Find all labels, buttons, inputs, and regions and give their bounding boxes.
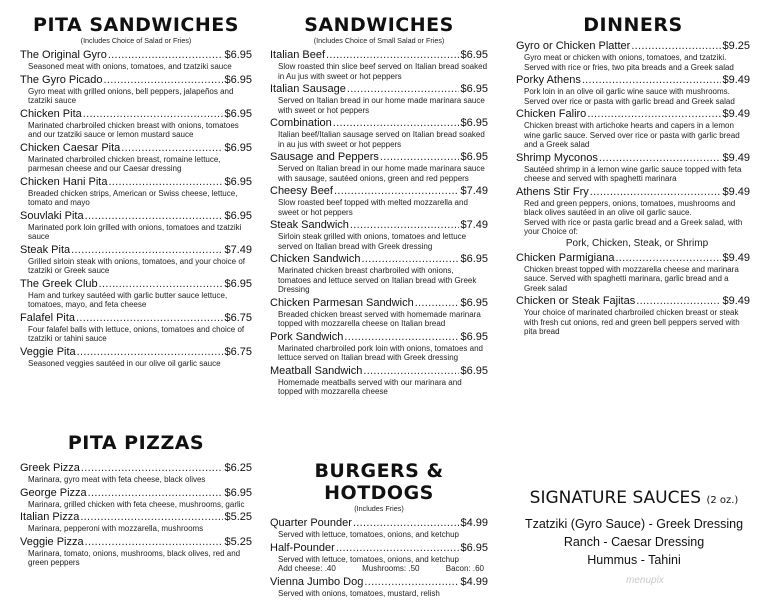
dot-leader xyxy=(108,176,223,189)
menu-item-description: Served on Italian bread in our home made marinara sauce with sausage, sautéed onions, green and red peppers xyxy=(278,164,485,183)
menu-item-name: Steak Sandwich xyxy=(270,219,349,231)
menu-item-price: $6.95 xyxy=(224,277,252,290)
menu-item-row xyxy=(270,517,488,530)
menu-item-row xyxy=(516,108,750,121)
dot-leader xyxy=(121,142,223,155)
menu-item-row xyxy=(516,186,750,199)
sandwiches-note: (Includes Choice of Small Salad or Fries) xyxy=(313,36,445,45)
menu-item-row xyxy=(20,210,252,223)
menu-item-description: Sautéed shrimp in a lemon wine garlic sauce topped with feta cheese and served with spaghetti marinara xyxy=(524,164,742,183)
menu-item-row xyxy=(516,295,750,308)
menu-item-name: Meatball Sandwich xyxy=(270,364,363,377)
menu-item xyxy=(20,346,252,369)
menu-item-name: Quarter Pounder xyxy=(270,517,352,529)
menu-item-row xyxy=(516,252,750,265)
menu-item-price: $6.95 xyxy=(224,73,252,86)
menu-item-row xyxy=(270,219,488,232)
menu-item-description: Homemade meatballs served with our marinara and topped with mozzarella cheese xyxy=(278,377,462,396)
menu-item-price: $6.95 xyxy=(224,49,252,61)
addon-bacon: Bacon: .60 xyxy=(445,564,484,573)
menu-item-price: $9.49 xyxy=(722,185,750,198)
dot-leader xyxy=(344,331,459,344)
signature-sauces-size: (2 oz.) xyxy=(706,495,739,506)
menu-item xyxy=(20,462,252,485)
menu-item-price: $6.95 xyxy=(460,49,488,61)
menu-item-price: $6.95 xyxy=(460,296,488,309)
menu-item-row xyxy=(20,176,252,189)
menu-item-description: Served on Italian bread in our home made marinara sauce with sweet or hot peppers xyxy=(278,96,485,115)
menu-item xyxy=(20,74,252,106)
dot-leader xyxy=(582,74,722,87)
menu-item-row xyxy=(516,152,750,165)
menu-item-description: Marinara, tomato, onions, mushrooms, black olives, red and green peppers xyxy=(28,548,241,567)
menu-item-name: Italian Beef xyxy=(270,49,326,61)
menu-item-description: Served with onions, tomatoes, mustard, relish xyxy=(278,588,440,598)
dot-leader xyxy=(336,542,460,555)
menu-item-description: Gyro meat or chicken with onions, tomatoes, and tzatziki. Served with rice or fries, two pita breads and a Greek salad xyxy=(524,53,734,72)
menu-item-name: George Pizza xyxy=(20,486,87,499)
menu-item-name: Souvlaki Pita xyxy=(20,209,84,222)
menu-item xyxy=(270,542,488,574)
menu-item-description: Marinated charbroiled chicken breast, romaine lettuce, parmesan cheese and our Caesar dressing xyxy=(28,154,221,173)
menu-item-description: Ham and turkey sautéed with garlic butter sauce lettuce, tomatoes, mayo, and feta cheese xyxy=(28,290,228,309)
menu-item-row xyxy=(516,74,750,87)
dot-leader xyxy=(636,295,721,308)
menu-item-name: Sausage and Peppers xyxy=(270,151,379,163)
menu-item-price: $4.99 xyxy=(460,575,488,588)
menu-item-description: Seasoned meat with onions, tomatoes, and tzatziki sauce xyxy=(28,62,232,71)
pita-pizzas-list xyxy=(20,462,252,568)
menu-item-row xyxy=(270,365,488,378)
menu-item-price: $9.49 xyxy=(722,74,750,86)
menu-item-description: Chicken breast with artichoke hearts and capers in a lemon wine garlic sauce. Served over rice or pasta with garlic bread and a Greek salad xyxy=(524,121,740,149)
menu-item-name: Half-Pounder xyxy=(270,541,335,554)
menu-item-price: $6.25 xyxy=(224,462,252,474)
menu-item-name: Greek Pizza xyxy=(20,462,80,474)
menu-item xyxy=(20,244,252,276)
menu-item xyxy=(270,219,488,251)
menu-item-description: Slow roasted thin slice beef served on Italian bread soaked in Au jus with sweet or hot peppers xyxy=(278,62,488,81)
menu-item-price: $6.75 xyxy=(224,311,252,324)
menu-item xyxy=(20,49,252,72)
dot-leader xyxy=(363,365,459,378)
dot-leader xyxy=(81,462,224,475)
menu-item xyxy=(20,487,252,510)
menu-item-row xyxy=(270,297,488,310)
menu-item-description: Breaded chicken breast served with homemade marinara topped with mozzarella cheese on Italian bread xyxy=(278,309,481,328)
menu-item-price: $9.49 xyxy=(722,151,750,164)
menu-item-row xyxy=(20,536,252,549)
menu-item-description: Served with lettuce, tomatoes, onions, and ketchup xyxy=(278,554,459,564)
menu-item-name: Falafel Pita xyxy=(20,311,76,324)
menu-item-name: Pork Sandwich xyxy=(270,330,344,343)
menu-item-name: The Greek Club xyxy=(20,277,98,290)
menu-item-name: Steak Pita xyxy=(20,243,71,256)
menu-item-price: $6.95 xyxy=(460,330,488,343)
dot-leader xyxy=(333,117,460,130)
menu-item-row xyxy=(20,346,252,359)
burgers-note: (Includes Fries) xyxy=(354,504,404,513)
menu-item-row xyxy=(516,40,750,53)
sandwiches-list xyxy=(270,49,488,397)
dot-leader xyxy=(108,49,224,62)
dinners-list xyxy=(516,40,750,337)
sandwiches-title: SANDWICHES xyxy=(304,14,454,36)
menu-item-price: $6.75 xyxy=(224,345,252,358)
menu-item xyxy=(270,151,488,183)
menu-item-price: $6.95 xyxy=(224,107,252,120)
menu-item-name: Veggie Pizza xyxy=(20,535,84,548)
menu-item-price: $7.49 xyxy=(460,185,488,197)
menu-item xyxy=(270,49,488,81)
menu-item-name: Italian Pizza xyxy=(20,511,80,523)
menu-item-row xyxy=(20,487,252,500)
menu-item-row xyxy=(20,244,252,257)
menu-item-description: Marinated chicken breast charbroiled with onions, tomatoes and lettuce served on Italian bread with Greek Dressing xyxy=(278,266,477,294)
dot-leader xyxy=(415,297,460,310)
menu-item xyxy=(20,142,252,174)
menu-item-price: $5.25 xyxy=(224,511,252,523)
menu-item-description: Marinated pork loin grilled with onions, tomatoes and tzatziki sauce xyxy=(28,222,242,241)
menu-item xyxy=(270,517,488,540)
menu-item-price: $6.95 xyxy=(224,486,252,499)
menu-item-row xyxy=(270,185,488,198)
dot-leader xyxy=(364,576,459,589)
sauce-line-1: Tzatziki (Gyro Sauce) - Greek Dressing xyxy=(524,517,744,531)
menu-item xyxy=(20,312,252,344)
dinners-title: DINNERS xyxy=(583,14,683,36)
menu-item xyxy=(516,108,750,150)
dot-leader xyxy=(380,151,460,164)
pita-sandwiches-list xyxy=(20,49,252,368)
menu-item-name: Vienna Jumbo Dog xyxy=(270,575,364,588)
addon-cheese: Add cheese: .40 xyxy=(278,564,336,573)
menu-item-row xyxy=(20,142,252,155)
dot-leader xyxy=(77,346,224,359)
menu-item-name: Shrimp Myconos xyxy=(516,151,598,164)
menu-item-name: Chicken Caesar Pita xyxy=(20,141,121,154)
menu-item-price: $6.95 xyxy=(460,253,488,265)
menu-item-description: Four falafel balls with lettuce, onions, tomatoes and choice of tzatziki or tahini sauce xyxy=(28,324,245,343)
dot-leader xyxy=(83,108,224,121)
menu-item-name: Veggie Pita xyxy=(20,345,76,358)
sauce-line-2: Ranch - Caesar Dressing xyxy=(563,535,705,549)
burgers-list xyxy=(270,517,488,598)
menu-item-price: $7.49 xyxy=(224,243,252,256)
column-dinners xyxy=(516,0,750,339)
menu-item xyxy=(516,152,750,184)
pita-sandwiches-title: PITA SANDWICHES xyxy=(33,14,239,36)
menu-item-description: Red and green peppers, onions, tomatoes, mushrooms and black olives sautéed in an olive oil garlic sauce. xyxy=(524,198,736,217)
dot-leader xyxy=(334,185,459,198)
menu-item-price: $6.95 xyxy=(460,364,488,377)
menu-item xyxy=(20,210,252,242)
menu-item-name: Chicken or Steak Fajitas xyxy=(516,295,636,307)
menu-item-row xyxy=(20,511,252,524)
menu-item-name: Chicken Hani Pita xyxy=(20,175,108,188)
menu-item-row xyxy=(270,117,488,130)
menu-item-row xyxy=(20,462,252,475)
menu-item-name: The Original Gyro xyxy=(20,49,107,61)
menu-item-price: $9.49 xyxy=(722,295,750,307)
menu-item xyxy=(516,74,750,106)
menu-item xyxy=(270,185,488,217)
menu-item-description: Served with lettuce, tomatoes, onions, and ketchup xyxy=(278,530,459,539)
menu-item xyxy=(270,297,488,329)
menu-item-description: Your choice of marinated charbroiled chicken breast or steak with fresh cut onions, red and green bell peppers served with pita bread xyxy=(524,308,740,336)
menu-item-description: Marinara, grilled chicken with feta cheese, mushrooms, garlic xyxy=(28,499,245,509)
menu-item-name: The Gyro Picado xyxy=(20,73,103,86)
menu-item xyxy=(270,331,488,363)
menu-item-price: $6.95 xyxy=(460,541,488,554)
dot-leader xyxy=(104,74,224,87)
menu-item xyxy=(270,83,488,115)
menu-item-name: Chicken Pita xyxy=(20,107,82,120)
dot-leader xyxy=(599,152,722,165)
menu-item-name: Combination xyxy=(270,117,332,129)
menu-item-price: $9.25 xyxy=(722,40,750,52)
menu-item-description: Gyro meat with grilled onions, bell peppers, jalapeños and tzatziki sauce xyxy=(28,86,234,105)
menu-item xyxy=(270,253,488,295)
menu-item xyxy=(270,117,488,149)
dot-leader xyxy=(80,511,223,524)
menu-item-price: $4.99 xyxy=(460,517,488,529)
menu-item-price: $6.95 xyxy=(224,141,252,154)
dot-leader xyxy=(71,244,223,257)
menu-item-description: Served with rice or pasta garlic bread and a Greek salad, with your Choice of: xyxy=(524,217,743,236)
dot-leader xyxy=(76,312,223,325)
menu-item-row xyxy=(270,83,488,96)
menu-item-price: $6.95 xyxy=(460,83,488,95)
dot-leader xyxy=(85,210,224,223)
menu-item-row xyxy=(270,151,488,164)
menu-item-name: Porky Athens xyxy=(516,74,581,86)
menu-item-description: Chicken breast topped with mozzarella cheese and marinara sauce. Served with spaghetti marinara, garlic bread and a Greek salad xyxy=(524,264,739,293)
pita-pizzas-title: PITA PIZZAS xyxy=(67,432,205,454)
menu-item xyxy=(20,176,252,208)
dot-leader xyxy=(615,252,721,265)
menu-item xyxy=(516,295,750,337)
dot-leader xyxy=(362,253,460,266)
menu-item-price: $6.95 xyxy=(460,151,488,163)
menu-item-description: Pork loin in an olive oil garlic wine sauce with mushrooms. Served over rice or pasta with garlic bread and Greek salad xyxy=(524,87,735,106)
menu-item-description: Marinated charbroiled chicken breast with onions, tomatoes and our tzatziki sauce or lemon mustard sauce xyxy=(28,120,239,139)
menu-item-name: Chicken Parmesan Sandwich xyxy=(270,296,414,309)
menu-item-row xyxy=(20,49,252,62)
menu-item-row xyxy=(20,74,252,87)
menu-item-choices: Pork, Chicken, Steak, or Shrimp xyxy=(565,237,709,249)
menu-item xyxy=(516,252,750,294)
sauce-line-3: Hummus - Tahini xyxy=(587,553,681,567)
burgers-title: BURGERS & HOTDOGS xyxy=(314,460,444,504)
menu-item-description: Marinated charbroiled pork loin with onions, tomatoes and lettuce served on Italian bread with Greek dressing xyxy=(278,343,484,362)
dot-leader xyxy=(631,40,721,53)
menu-item xyxy=(516,40,750,72)
dot-leader xyxy=(350,219,460,232)
dot-leader xyxy=(88,487,224,500)
menu-item-name: Chicken Sandwich xyxy=(270,253,361,265)
menu-item-name: Chicken Faliro xyxy=(516,108,587,120)
dot-leader xyxy=(85,536,224,549)
addon-prices xyxy=(270,564,488,574)
menu-item xyxy=(20,536,252,568)
menu-item-description: Italian beef/Italian sausage served on Italian bread soaked in au jus with sweet or hot peppers xyxy=(278,130,485,149)
dot-leader xyxy=(99,278,224,291)
menu-item-price: $9.49 xyxy=(722,108,750,120)
menu-item-name: Cheesy Beef xyxy=(270,185,333,197)
menu-item-description: Seasoned veggies sautéed in our olive oil garlic sauce xyxy=(28,358,221,368)
menu-item-price: $6.95 xyxy=(224,209,252,222)
menu-item-description: Grilled sirloin steak with onions, tomatoes, and your choice of tzatziki or Greek sauce xyxy=(28,256,245,275)
dot-leader xyxy=(326,49,459,62)
dot-leader xyxy=(347,83,460,96)
menu-item-row xyxy=(20,278,252,291)
menu-item-row xyxy=(20,108,252,121)
menu-item-price: $6.95 xyxy=(224,175,252,188)
menu-item-description: Breaded chicken strips, American or Swiss cheese, lettuce, tomato and mayo xyxy=(28,188,238,207)
menu-item-row xyxy=(270,331,488,344)
dot-leader xyxy=(587,108,721,121)
menu-item-row xyxy=(270,49,488,62)
addon-mushrooms: Mushrooms: .50 xyxy=(362,564,420,573)
menu-item-description: Sirloin steak grilled with onions, tomatoes and lettuce served on Italian bread with Greek dressing xyxy=(278,232,467,251)
column-sandwiches xyxy=(270,0,488,598)
menu-item-price: $7.49 xyxy=(460,219,488,231)
menu-item xyxy=(20,511,252,534)
signature-sauces-heading: SIGNATURE SAUCES xyxy=(529,488,702,508)
menu-item xyxy=(270,365,488,397)
pita-sandwiches-note: (Includes Choice of Salad or Fries) xyxy=(80,36,192,45)
signature-sauces-title xyxy=(518,488,750,508)
menu-item-price: $9.49 xyxy=(722,251,750,264)
menu-item xyxy=(270,576,488,599)
menu-item-name: Athens Stir Fry xyxy=(516,185,589,198)
column-pita xyxy=(20,0,252,567)
menu-item-description: Marinara, pepperoni with mozzarella, mushrooms xyxy=(28,524,204,533)
dot-leader xyxy=(590,186,722,199)
menu-item-row xyxy=(270,253,488,266)
dot-leader xyxy=(353,517,460,530)
menu-item-row xyxy=(270,576,488,589)
menu-item-row xyxy=(20,312,252,325)
menu-item-description: Slow roasted beef topped with melted mozzarella and sweet or hot peppers xyxy=(278,198,468,217)
menu-item xyxy=(20,108,252,140)
menu-item-name: Chicken Parmigiana xyxy=(516,251,615,264)
menu-item-name: Gyro or Chicken Platter xyxy=(516,40,631,52)
menu-item-price: $5.25 xyxy=(224,535,252,548)
menu-item-price: $6.95 xyxy=(460,117,488,129)
menu-item xyxy=(20,278,252,310)
menu-item-name: Italian Sausage xyxy=(270,83,346,95)
menu-item-description: Marinara, gyro meat with feta cheese, black olives xyxy=(28,475,206,484)
watermark: menupix xyxy=(626,575,664,586)
menu-item-row xyxy=(270,542,488,555)
menu-item xyxy=(516,186,750,250)
